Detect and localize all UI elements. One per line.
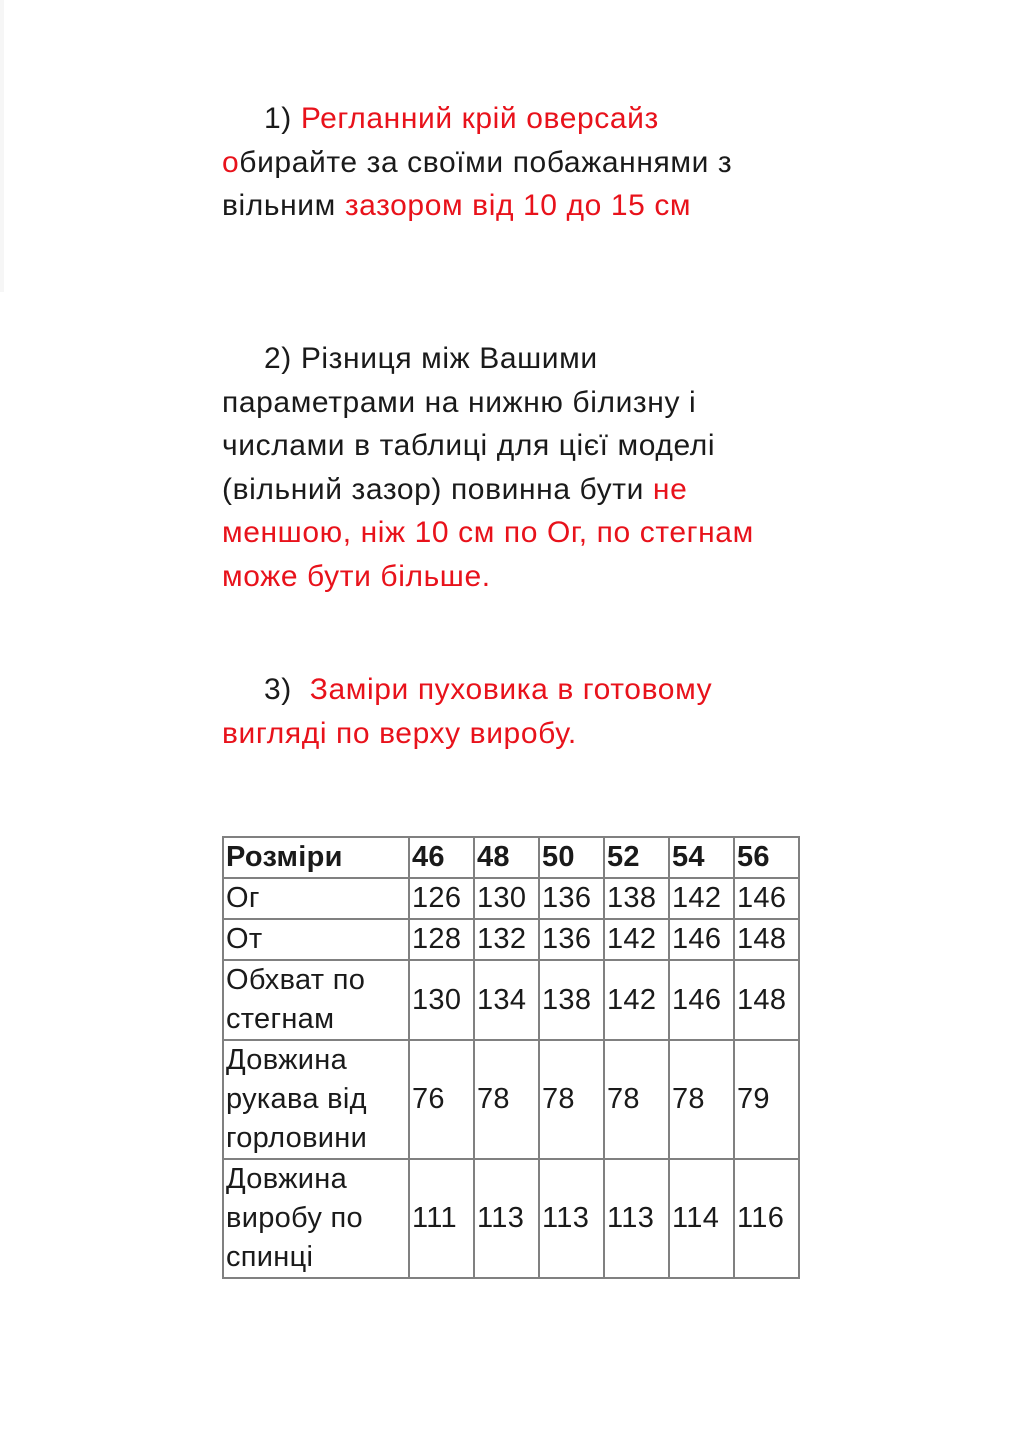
- note-1-red-text: Регланний крій оверсайз о: [222, 102, 659, 179]
- table-cell: 113: [539, 1159, 604, 1278]
- note-2-red-text: не меншою, ніж 10 см по Ог, по стегнам може бути більше.: [222, 472, 754, 593]
- header-cell: 56: [734, 837, 799, 878]
- note-2: [222, 337, 782, 598]
- size-table: [222, 836, 800, 1279]
- table-cell: 114: [669, 1159, 734, 1278]
- table-cell: 78: [539, 1040, 604, 1159]
- table-row: [223, 878, 799, 919]
- table-cell: 138: [604, 878, 669, 919]
- table-cell: 136: [539, 878, 604, 919]
- table-cell: 142: [604, 919, 669, 960]
- table-cell: 146: [669, 960, 734, 1040]
- table-header-row: [223, 837, 799, 878]
- table-cell: 142: [604, 960, 669, 1040]
- table-cell: 146: [669, 919, 734, 960]
- note-1-number: 1): [264, 102, 292, 135]
- table-cell: 78: [474, 1040, 539, 1159]
- header-cell: 46: [409, 837, 474, 878]
- header-cell: 52: [604, 837, 669, 878]
- table-cell: 132: [474, 919, 539, 960]
- note-3-number: 3): [264, 673, 292, 706]
- row-label: От: [223, 919, 409, 960]
- table-cell: 113: [604, 1159, 669, 1278]
- row-label: Довжина рукава від горловини: [223, 1040, 409, 1159]
- row-label: Довжина виробу по спинці: [223, 1159, 409, 1278]
- table-cell: 136: [539, 919, 604, 960]
- table-cell: 142: [669, 878, 734, 919]
- header-cell: Розміри: [223, 837, 409, 878]
- table-row: [223, 960, 799, 1040]
- table-cell: 76: [409, 1040, 474, 1159]
- note-1-red-text-2: зазором від 10 до 15 см: [344, 189, 692, 222]
- table-cell: 148: [734, 919, 799, 960]
- table-row: [223, 1159, 799, 1278]
- table-cell: 113: [474, 1159, 539, 1278]
- row-label: Обхват по стегнам: [223, 960, 409, 1040]
- table-cell: 130: [409, 960, 474, 1040]
- table-cell: 79: [734, 1040, 799, 1159]
- table-cell: 126: [409, 878, 474, 919]
- table-cell: 116: [734, 1159, 799, 1278]
- note-3: [222, 668, 782, 755]
- table-row: [223, 1040, 799, 1159]
- note-2-number: 2): [264, 342, 292, 375]
- table-cell: 128: [409, 919, 474, 960]
- table-cell: 78: [669, 1040, 734, 1159]
- note-1: [222, 97, 782, 228]
- table-cell: 134: [474, 960, 539, 1040]
- note-3-red-text: Заміри пуховика в готовому вигляді по верху виробу.: [222, 673, 713, 750]
- table-row: [223, 919, 799, 960]
- table-cell: 111: [409, 1159, 474, 1278]
- header-cell: 48: [474, 837, 539, 878]
- row-label: Ог: [223, 878, 409, 919]
- header-cell: 54: [669, 837, 734, 878]
- note-2-text: Різниця між Вашими параметрами на нижню білизну і числами в таблиці для цієї моделі (вільний зазор) повинна бути: [222, 342, 716, 506]
- page-edge: [0, 0, 4, 292]
- table-cell: 146: [734, 878, 799, 919]
- table-cell: 138: [539, 960, 604, 1040]
- table-cell: 148: [734, 960, 799, 1040]
- note-1-text: бирайте за своїми побажаннями з вільним: [222, 145, 733, 222]
- header-cell: 50: [539, 837, 604, 878]
- table-cell: 130: [474, 878, 539, 919]
- table-cell: 78: [604, 1040, 669, 1159]
